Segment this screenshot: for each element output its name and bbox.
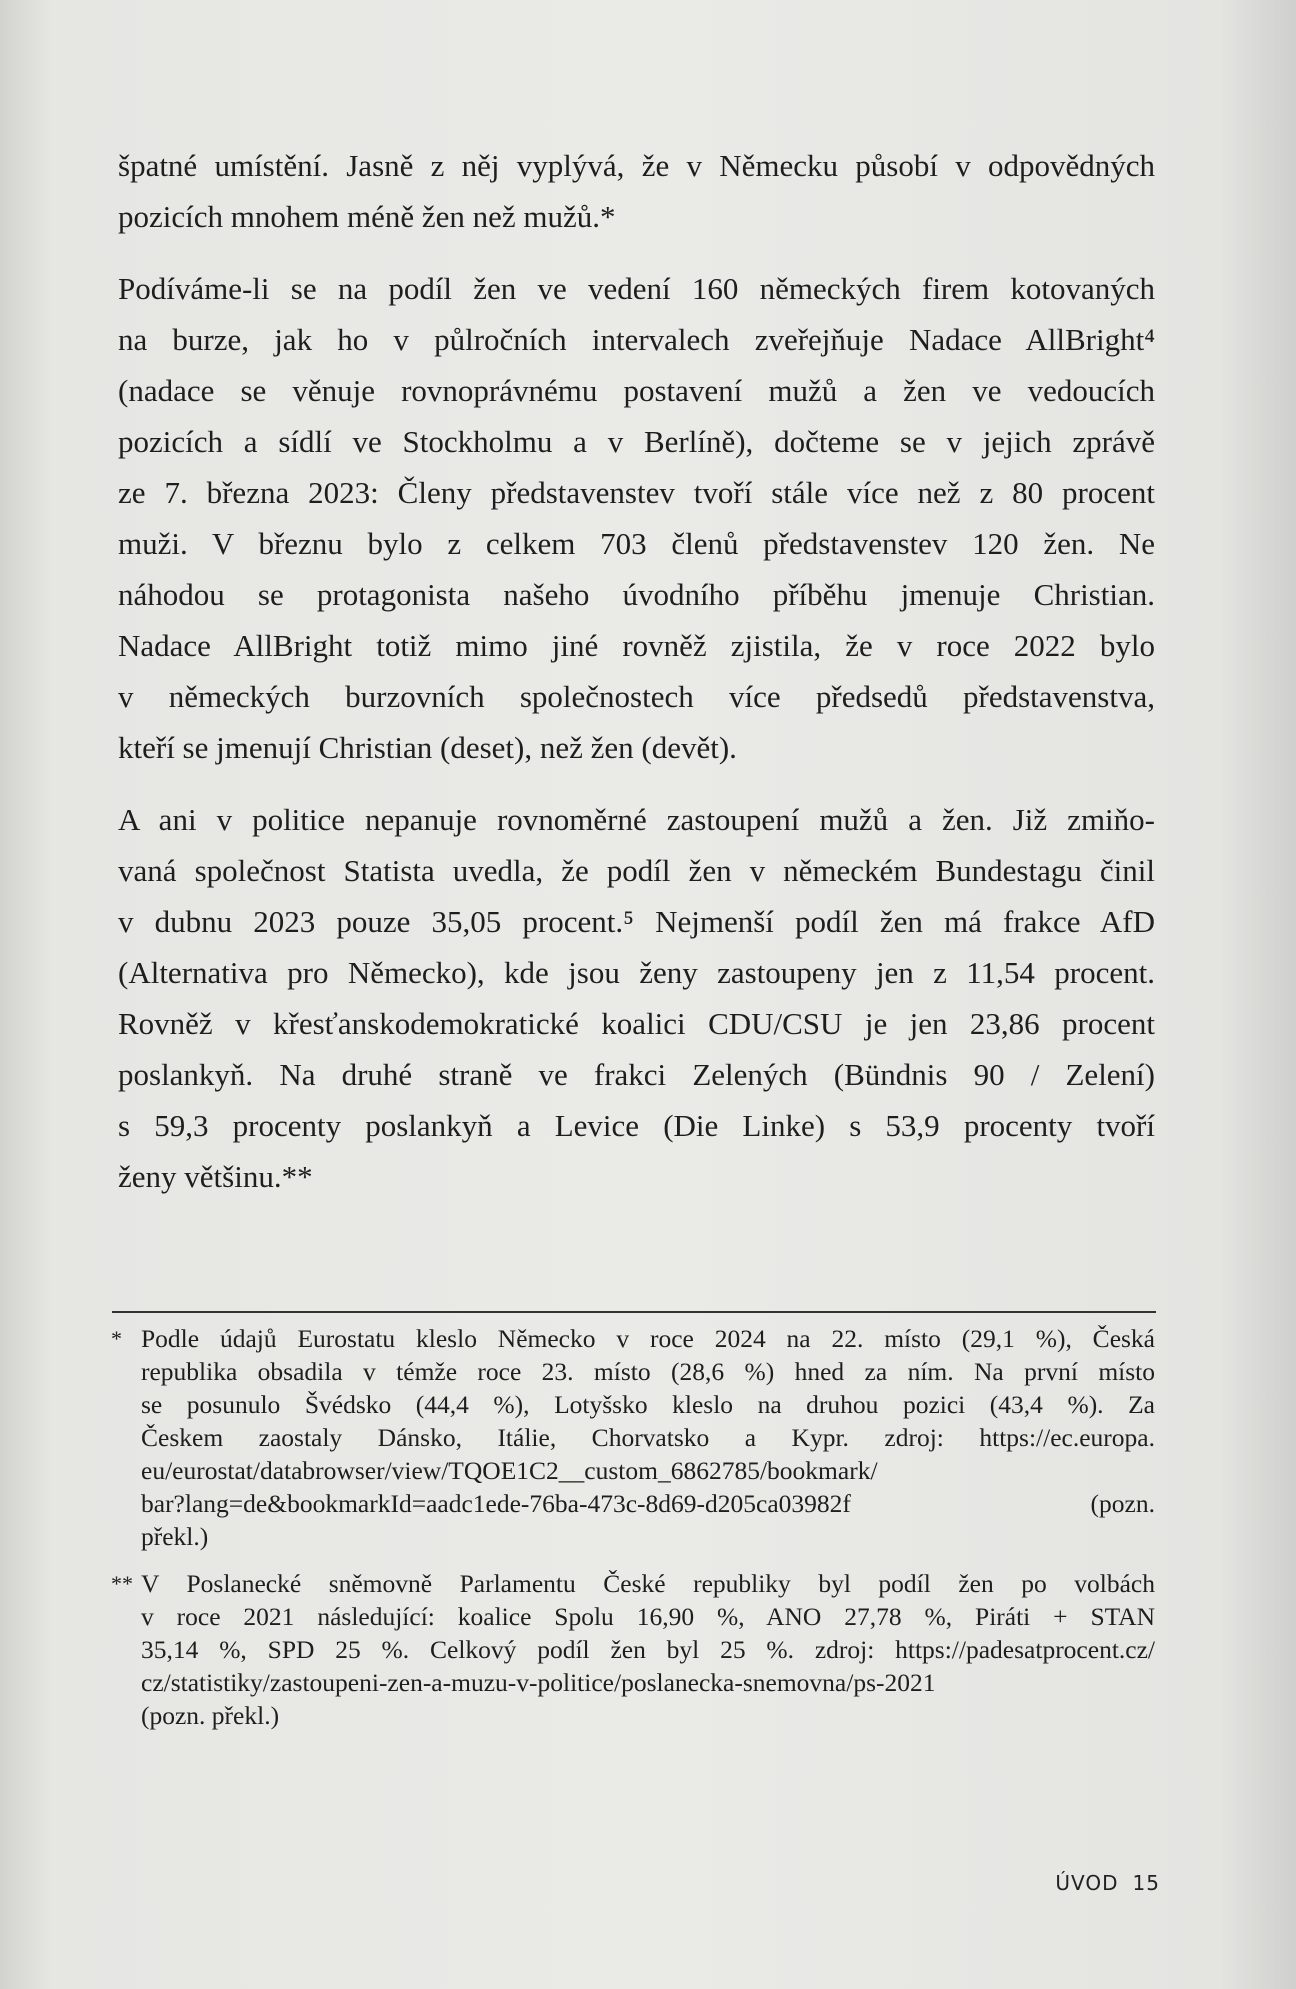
text-line: (Alternativa pro Německo), kde jsou ženy zastoupeny jen z 11,54 procent. — [118, 955, 1155, 990]
footnote-line: překl.) — [141, 1522, 209, 1551]
footnote-2 — [111, 1567, 1155, 1732]
footnote-line: republika obsadila v témže roce 23. místo (28,6 %) hned za ním. Na první místo — [141, 1357, 1155, 1386]
text-line: v dubnu 2023 pouze 35,05 procent.⁵ Nejmenší podíl žen má frakce AfD — [118, 904, 1155, 939]
text-line: špatné umístění. Jasně z něj vyplývá, že v Německu působí v odpovědných — [118, 148, 1155, 183]
text-line: Podíváme-li se na podíl žen ve vedení 160 německých firem kotovaných — [118, 271, 1155, 306]
footnotes — [111, 1322, 1155, 1746]
page-number: 15 — [1132, 1871, 1160, 1895]
footnote-marker: * — [111, 1326, 122, 1351]
footnote-1 — [111, 1322, 1155, 1553]
text-line: v německých burzovních společnostech více předsedů představenstva, — [118, 679, 1155, 714]
text-line: s 59,3 procenty poslankyň a Levice (Die Linke) s 53,9 procenty tvoří — [118, 1108, 1155, 1143]
text-line: A ani v politice nepanuje rovnoměrné zastoupení mužů a žen. Již zmiňo- — [118, 802, 1155, 837]
text-line: Rovněž v křesťanskodemokratické koalici CDU/CSU je jen 23,86 procent — [118, 1006, 1155, 1041]
body-text — [118, 140, 1155, 1223]
text-line: poslankyň. Na druhé straně ve frakci Zelených (Bündnis 90 / Zelení) — [118, 1057, 1155, 1092]
text-line: pozicích a sídlí ve Stockholmu a v Berlíně), dočteme se v jejich zprávě — [118, 424, 1155, 459]
footnote-line: V Poslanecké sněmovně Parlamentu České republiky byl podíl žen po volbách — [141, 1569, 1155, 1598]
footnote-line: Českem zaostaly Dánsko, Itálie, Chorvatsko a Kypr. zdroj: https://ec.europa. — [141, 1423, 1155, 1452]
footnote-line: cz/statistiky/zastoupeni-zen-a-muzu-v-politice/poslanecka-snemovna/ps-2021 — [141, 1668, 936, 1697]
section-title: ÚVOD — [1055, 1871, 1119, 1895]
footnote-line: se posunulo Švédsko (44,4 %), Lotyšsko kleslo na druhou pozici (43,4 %). Za — [141, 1390, 1155, 1419]
footnote-line: v roce 2021 následující: koalice Spolu 16,90 %, ANO 27,78 %, Piráti + STAN — [141, 1602, 1155, 1631]
running-footer — [1010, 1871, 1160, 1895]
footnote-line: Podle údajů Eurostatu kleslo Německo v roce 2024 na 22. místo (29,1 %), Česká — [141, 1324, 1155, 1353]
footnote-line: eu/eurostat/databrowser/view/TQOE1C2__custom_6862785/bookmark/ — [141, 1456, 878, 1485]
footnote-line: bar?lang=de&bookmarkId=aadc1ede-76ba-473c-8d69-d205ca03982f (pozn. — [141, 1489, 1155, 1518]
text-line: náhodou se protagonista našeho úvodního příběhu jmenuje Christian. — [118, 577, 1155, 612]
footnote-marker: ** — [111, 1571, 133, 1596]
paragraph-1 — [118, 140, 1155, 242]
footnote-line: (pozn. překl.) — [141, 1701, 280, 1730]
text-line: pozicích mnohem méně žen než mužů.* — [118, 199, 616, 234]
text-line: muži. V březnu bylo z celkem 703 členů představenstev 120 žen. Ne — [118, 526, 1155, 561]
paragraph-2 — [118, 263, 1155, 773]
text-line: vaná společnost Statista uvedla, že podíl žen v německém Bundestagu činil — [118, 853, 1155, 888]
footnote-divider — [112, 1311, 1156, 1313]
text-line: na burze, jak ho v půlročních intervalech zveřejňuje Nadace AllBright⁴ — [118, 322, 1155, 357]
text-line: ženy většinu.** — [118, 1159, 313, 1194]
paragraph-3 — [118, 794, 1155, 1202]
text-line: (nadace se věnuje rovnoprávnému postavení mužů a žen ve vedoucích — [118, 373, 1155, 408]
text-line: Nadace AllBright totiž mimo jiné rovněž zjistila, že v roce 2022 bylo — [118, 628, 1155, 663]
footnote-line: 35,14 %, SPD 25 %. Celkový podíl žen byl 25 %. zdroj: https://padesatprocent.cz/ — [141, 1635, 1155, 1664]
text-line: ze 7. března 2023: Členy představenstev tvoří stále více než z 80 procent — [118, 475, 1155, 510]
text-line: kteří se jmenují Christian (deset), než žen (devět). — [118, 730, 737, 765]
